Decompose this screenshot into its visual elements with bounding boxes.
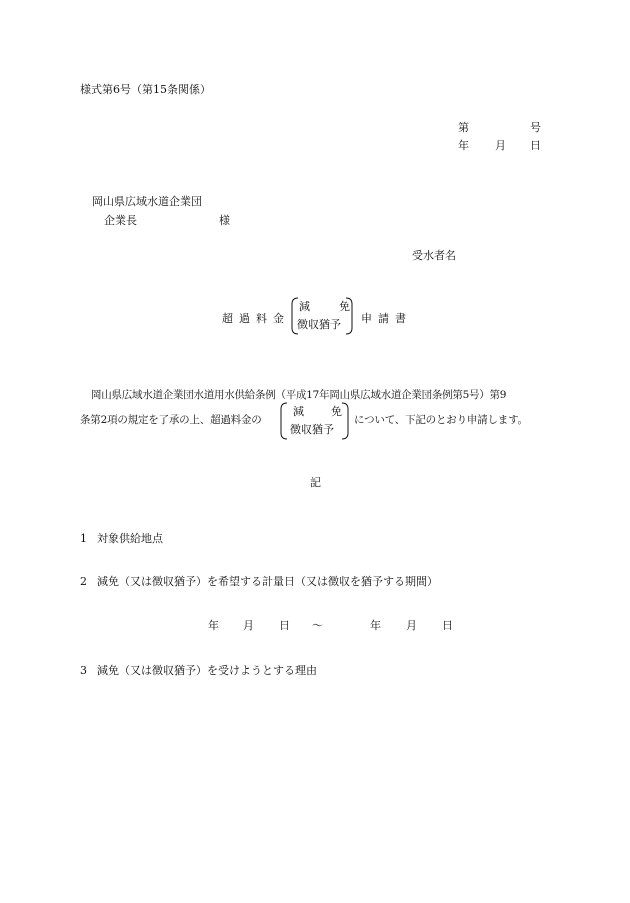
title-char: 超	[222, 312, 233, 325]
number-go: 号	[530, 121, 541, 134]
addressee-title: 企業長	[104, 214, 137, 227]
body-line-2-end: について、下記のとおり申請します。	[354, 414, 528, 426]
title-char: 請	[378, 312, 389, 325]
body-line-2-start: 条第2項の規定を了承の上、超過料金の	[80, 414, 262, 426]
brace-choshu-yuyo: 徴収猶予	[297, 318, 341, 331]
title-char: 申	[361, 312, 372, 325]
ki-heading: 記	[310, 476, 321, 489]
brace-choshu-yuyo: 徴収猶予	[290, 423, 334, 436]
item-number: 3	[80, 664, 87, 677]
addressee-sama: 様	[219, 214, 230, 227]
item-number: 1	[80, 532, 87, 545]
item-text: 減免（又は徴収猶予）を希望する計量日（又は徴収を猶予する期間）	[97, 575, 438, 588]
title-char: 過	[239, 312, 250, 325]
title-char: 料	[256, 312, 267, 325]
brace-gen: 減	[299, 300, 310, 313]
left-bracket	[279, 402, 289, 440]
applicant-name-label: 受水者名	[412, 249, 456, 262]
number-dai: 第	[458, 121, 469, 134]
period-tilde: 〜	[312, 619, 323, 632]
brace-gen: 減	[293, 405, 304, 418]
period-nen: 年	[208, 619, 219, 632]
date-nen: 年	[458, 139, 469, 152]
item-text: 減免（又は徴収猶予）を受けようとする理由	[97, 664, 317, 677]
brace-men: 免	[339, 300, 350, 313]
addressee-org: 岡山県広域水道企業団	[92, 195, 202, 208]
item-number: 2	[80, 575, 87, 588]
right-bracket	[340, 402, 350, 440]
item-text: 対象供給地点	[97, 532, 163, 545]
title-char: 書	[395, 312, 406, 325]
period-tsuki: 月	[243, 619, 254, 632]
title-char: 金	[273, 312, 284, 325]
right-bracket	[344, 297, 354, 335]
period-nen: 年	[370, 619, 381, 632]
date-tsuki: 月	[495, 139, 506, 152]
date-hi: 日	[530, 139, 541, 152]
form-label: 様式第6号（第15条関係）	[80, 83, 211, 96]
body-line-1: 岡山県広域水道企業団水道用水供給条例（平成17年岡山県広域水道企業団条例第5号）第9	[91, 389, 507, 401]
period-hi: 日	[279, 619, 290, 632]
period-tsuki: 月	[406, 619, 417, 632]
period-hi: 日	[442, 619, 453, 632]
brace-men: 免	[331, 405, 342, 418]
